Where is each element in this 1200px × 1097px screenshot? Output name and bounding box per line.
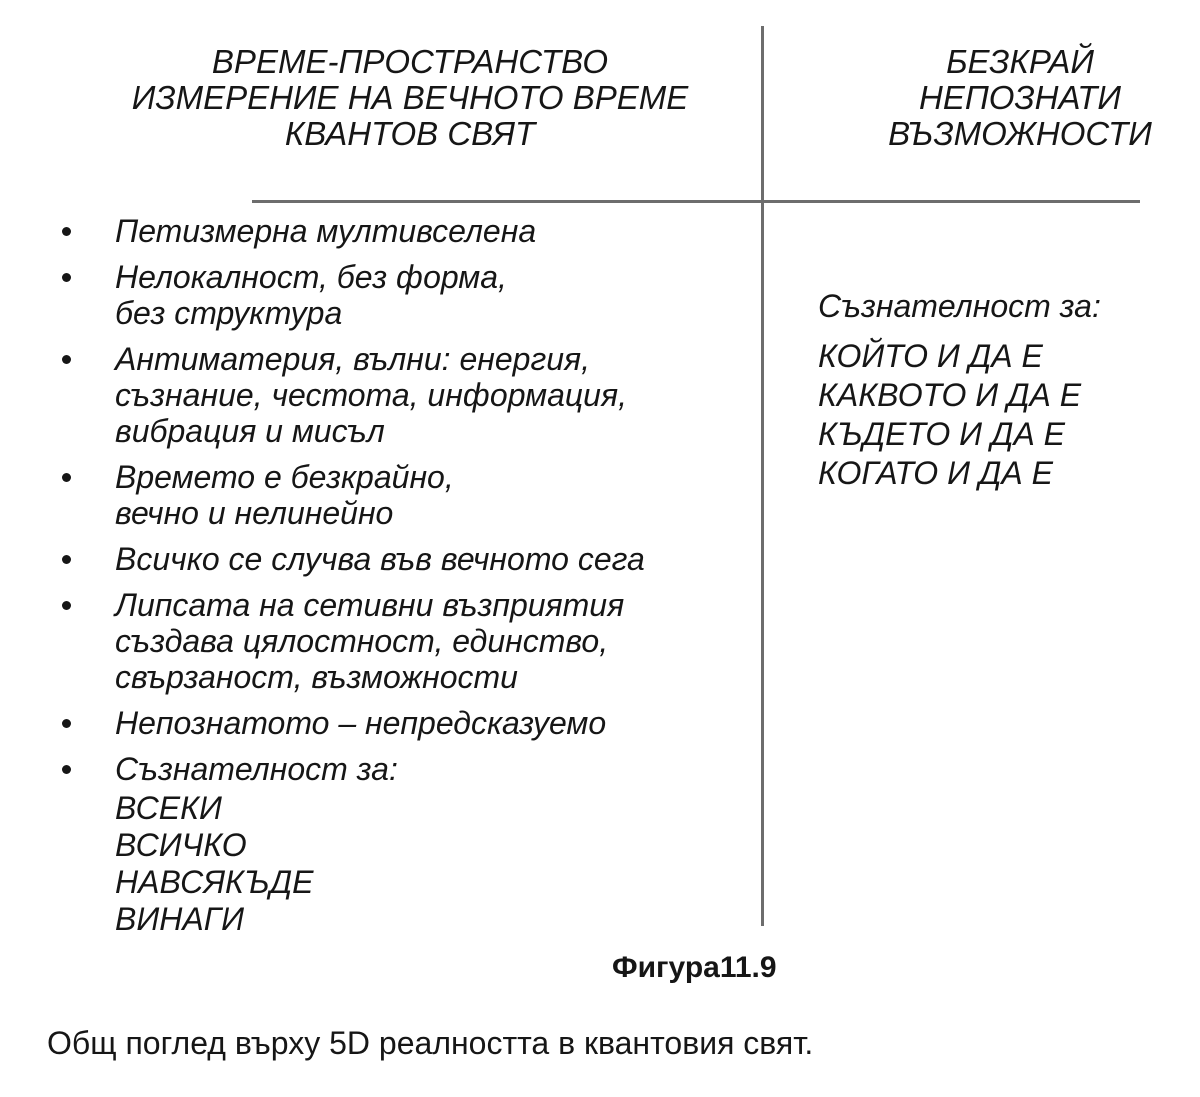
header-right-line: НЕПОЗНАТИ xyxy=(919,79,1121,116)
bullet-line: създава цялостност, единство, xyxy=(115,623,609,659)
bullet-dot-icon xyxy=(62,273,71,282)
bullet-line: Съзнателност за: xyxy=(115,751,398,787)
header-left-line: ВРЕМЕ-ПРОСТРАНСТВО xyxy=(211,43,609,80)
right-awareness-item: КЪДЕТО И ДА Е xyxy=(818,416,1066,452)
bullet-line: Времето е безкрайно, xyxy=(115,459,454,495)
bullet-item xyxy=(60,587,750,695)
bullet-dot-icon xyxy=(62,473,71,482)
right-awareness-label: Съзнателност за: xyxy=(818,288,1101,324)
bullet-line: свързаност, възможности xyxy=(115,659,518,695)
header-right xyxy=(870,44,1170,152)
bullet-dot-icon xyxy=(62,555,71,564)
bullet-dot-icon xyxy=(62,601,71,610)
left-awareness-item: ВСЕКИ xyxy=(115,790,222,826)
header-left-line: КВАНТОВ СВЯТ xyxy=(284,115,536,152)
bullet-line: без структура xyxy=(115,295,343,331)
bullet-item xyxy=(60,213,750,249)
right-awareness-list xyxy=(818,337,1081,493)
right-awareness-item: КАКВОТО И ДА Е xyxy=(818,377,1082,413)
left-awareness-item: ВСИЧКО xyxy=(115,827,247,863)
bullet-line: съзнание, честота, информация, xyxy=(115,377,627,413)
vertical-divider xyxy=(761,26,764,926)
bullet-dot-icon xyxy=(62,719,71,728)
bullet-line: Антиматерия, вълни: енергия, xyxy=(115,341,590,377)
header-left-line: ИЗМЕРЕНИЕ НА ВЕЧНОТО ВРЕМЕ xyxy=(131,79,689,116)
figure-title: Фигура11.9 xyxy=(612,951,777,984)
left-awareness-item: ВИНАГИ xyxy=(115,901,244,937)
bullet-line: Петизмерна мултивселена xyxy=(115,213,537,249)
bullet-line: вибрация и мисъл xyxy=(115,413,385,449)
bullet-dot-icon xyxy=(62,227,71,236)
bullet-item xyxy=(60,705,750,741)
bullet-line: Непознатото – непредсказуемо xyxy=(115,705,607,741)
header-right-line: ВЪЗМОЖНОСТИ xyxy=(888,115,1152,152)
bullet-line: Липсата на сетивни възприятия xyxy=(115,587,625,623)
horizontal-divider xyxy=(252,200,1140,203)
bullet-list xyxy=(60,213,750,797)
bullet-line: вечно и нелинейно xyxy=(115,495,394,531)
bullet-line: Всичко се случва във вечното сега xyxy=(115,541,645,577)
bullet-item xyxy=(60,459,750,531)
bullet-line: Нелокалност, без форма, xyxy=(115,259,507,295)
header-right-line: БЕЗКРАЙ xyxy=(946,43,1094,80)
bullet-item xyxy=(60,751,750,787)
bullet-dot-icon xyxy=(62,355,71,364)
bullet-item xyxy=(60,541,750,577)
figure-caption: Общ поглед върху 5D реалността в квантовия свят. xyxy=(47,1025,814,1061)
right-awareness-item: КОГАТО И ДА Е xyxy=(818,455,1053,491)
left-awareness-item: НАВСЯКЪДЕ xyxy=(115,864,314,900)
left-awareness-list xyxy=(115,790,314,938)
right-awareness-item: КОЙТО И ДА Е xyxy=(818,338,1043,374)
bullet-dot-icon xyxy=(62,765,71,774)
bullet-item xyxy=(60,341,750,449)
header-left xyxy=(110,44,710,152)
bullet-item xyxy=(60,259,750,331)
